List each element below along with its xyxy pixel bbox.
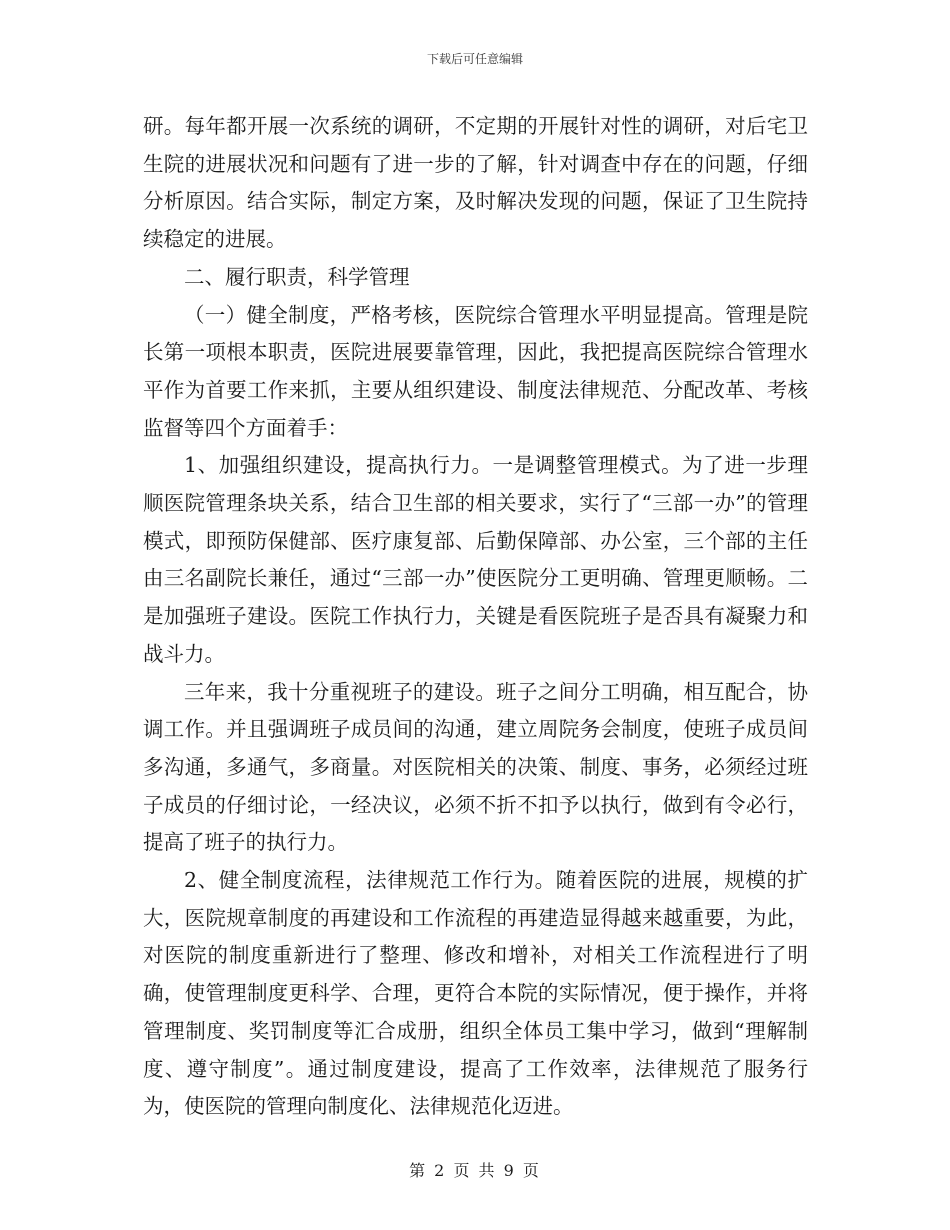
paragraph-leadership: 三年来，我十分重视班子的建设。班子之间分工明确，相互配合，协调工作。并且强调班子成员间的沟通，建立周院务会制度，使班子成员间多沟通，多通气，多商量。对医院相关的决策、制度、事务，必须经过班子成员的仔细讨论，一经决议，必须不折不扣予以执行，做到有令必行，提高了班子的执行力。 xyxy=(143,679,808,855)
paragraph-continuation: 研。每年都开展一次系统的调研，不定期的开展针对性的调研，对后宅卫生院的进展状况和问题有了进一步的了解，针对调查中存在的问题，仔细分析原因。结合实际，制定方案，及时解决发现的问题，保证了卫生院持续稳定的进展。 xyxy=(143,114,808,252)
page-header: 下载后可任意编辑 xyxy=(426,52,523,66)
section-heading: 二、履行职责，科学管理 xyxy=(184,264,410,289)
paragraph-system-process: 2、健全制度流程，法律规范工作行为。随着医院的进展，规模的扩大，医院规章制度的再建设和工作流程的再建造显得越来越重要，为此，对医院的制度重新进行了整理、修改和增补，对相关工作流程进行了明确，使管理制度更科学、合理，更符合本院的实际情况，便于操作，并将管理制度、奖罚制度等汇合成册，组织全体员工集中学习，做到“理解制度、遵守制度”。通过制度建设，提高了工作效率，法律规范了服务行为，使医院的管理向制度化、法律规范化迈进。 xyxy=(143,868,808,1119)
paragraph-organization: 1、加强组织建设，提高执行力。一是调整管理模式。为了进一步理顺医院管理条块关系，结合卫生部的相关要求，实行了“三部一办”的管理模式，即预防保健部、医疗康复部、后勤保障部、办公室，三个部的主任由三名副院长兼任，通过“三部一办”使医院分工更明确、管理更顺畅。二是加强班子建设。医院工作执行力，关键是看医院班子是否具有凝聚力和战斗力。 xyxy=(143,453,808,666)
page-number: 第 2 页 共 9 页 xyxy=(409,1161,541,1180)
document-body xyxy=(143,108,808,1126)
subsection-paragraph: （一）健全制度，严格考核，医院综合管理水平明显提高。管理是院长第一项根本职责，医院进展要靠管理，因此，我把提高医院综合管理水平作为首要工作来抓，主要从组织建设、制度法律规范、分配改革、考核监督等四个方面着手： xyxy=(143,302,808,440)
